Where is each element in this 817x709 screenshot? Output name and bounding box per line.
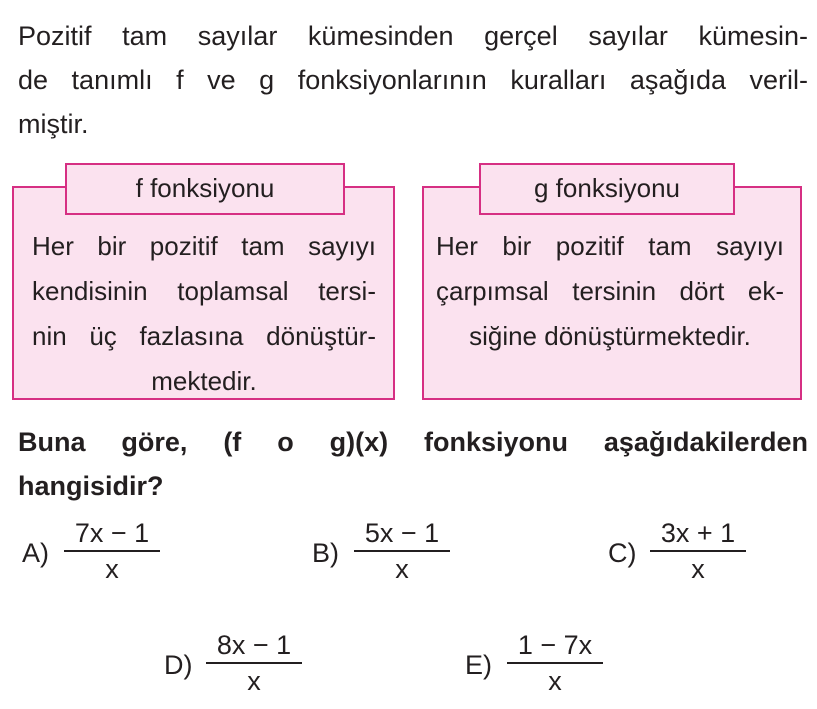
question-line: hangisidir? (18, 471, 164, 501)
fraction-denominator: x (395, 554, 409, 584)
option-fraction (507, 628, 603, 698)
option-letter: A) (22, 538, 49, 568)
g-description-line: siğine dönüştürmektedir. (469, 321, 751, 351)
f-description-line: mektedir. (151, 366, 257, 396)
f-description-line: nin üç fazlasına dönüştür- (32, 321, 376, 351)
f-function-description (32, 224, 376, 404)
f-function-title: f fonksiyonu (65, 163, 345, 215)
fraction-denominator: x (548, 666, 562, 696)
g-function-description (436, 224, 784, 359)
fraction-numerator: 8x − 1 (216, 630, 292, 660)
option-letter: C) (608, 538, 637, 568)
g-description-line: Her bir pozitif tam sayıyı (436, 231, 784, 261)
intro-line: de tanımlı f ve g fonksiyonlarının kuralları aşağıda veril- (18, 65, 808, 95)
fraction-denominator: x (691, 554, 705, 584)
g-function-title: g fonksiyonu (479, 163, 735, 215)
fraction-numerator: 5x − 1 (364, 518, 440, 548)
fraction-numerator: 7x − 1 (74, 518, 150, 548)
fraction-denominator: x (105, 554, 119, 584)
f-description-line: kendisinin toplamsal tersi- (32, 276, 376, 306)
intro-line: miştir. (18, 109, 89, 139)
f-description-line: Her bir pozitif tam sayıyı (32, 231, 376, 261)
question-text (18, 420, 808, 508)
option-letter: D) (164, 650, 193, 680)
option-fraction (64, 516, 160, 586)
intro-paragraph (18, 14, 808, 146)
option-letter: B) (312, 538, 339, 568)
option-fraction (650, 516, 746, 586)
option-fraction (354, 516, 450, 586)
question-line: Buna göre, (f o g)(x) fonksiyonu aşağıdakilerden (18, 427, 808, 457)
intro-line: Pozitif tam sayılar kümesinden gerçel sayılar kümesin- (18, 21, 808, 51)
option-fraction (206, 628, 302, 698)
fraction-numerator: 1 − 7x (517, 630, 593, 660)
fraction-denominator: x (247, 666, 261, 696)
option-letter: E) (465, 650, 492, 680)
fraction-numerator: 3x + 1 (660, 518, 736, 548)
g-description-line: çarpımsal tersinin dört ek- (436, 276, 784, 306)
